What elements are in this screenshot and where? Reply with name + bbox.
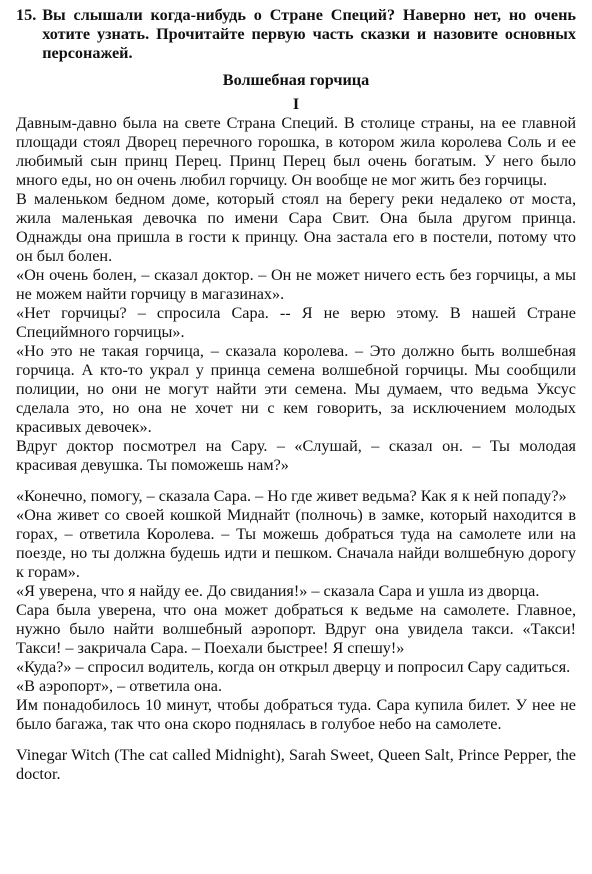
story-paragraph: «Конечно, помогу, – сказала Сара. – Но где живет ведьма? Как я к ней попаду?» xyxy=(16,487,567,505)
story-paragraph: «Куда?» – спросил водитель, когда он открыл дверцу и попросил Сару садиться. xyxy=(16,658,571,676)
story-paragraph: «Но это не такая горчица, – сказала королева. – Это должно быть волшебная горчица. А кто-то украл у принца семена волшебной горчицы. Мы сообщили полиции, но они не могут найти эти семена. Мы думаем, что ведьма Уксус сделала это, но она не хочет ни с кем говорить, за исключением молодых красивых девочек». xyxy=(16,342,576,436)
story-paragraph: Давным-давно была на свете Страна Специй. В столице страны, на ее главной площади стоял Дворец перечного горошка, в котором жила королева Соль и ее любимый сын принц Перец. Принц Перец был очень богатым. У него было много еды, но он очень любил горчицу. Он вообще не мог жить без горчицы. xyxy=(16,114,576,189)
story-title: Волшебная горчица xyxy=(222,71,370,89)
task-instruction: Вы слышали когда-нибудь о Стране Специй? Наверно нет, но очень хотите узнать. Прочитайте первую часть сказки и назовите основных персонажей. xyxy=(42,6,576,62)
story-paragraph: «Я уверена, что я найду ее. До свидания!» – сказала Сара и ушла из дворца. xyxy=(16,582,540,600)
story-paragraph: «Она живет со своей кошкой Миднайт (полночь) в замке, который находится в горах, – ответила Королева. – Ты можешь добраться туда на самолете или на поезде, но ты должна будешь идти и пешком. Сначала найди волшебную дорогу к горам». xyxy=(16,506,576,581)
story-paragraph: Вдруг доктор посмотрел на Сару. – «Слушай, – сказал он. – Ты молодая красивая девушка. Ты поможешь нам?» xyxy=(16,437,576,474)
task-number: 15. xyxy=(16,6,37,24)
story-paragraph: В маленьком бедном доме, который стоял на берегу реки недалеко от моста, жила маленькая девочка по имени Сара Свит. Она была другом принца. Однажды она пришла в гости к принцу. Она застала его в постели, потому что он был болен. xyxy=(16,190,576,265)
part-numeral: I xyxy=(292,95,300,113)
story-paragraph: Им понадобилось 10 минут, чтобы добраться туда. Сара купила билет. У нее не было багажа, так что она скоро поднялась в голубое небо на самолете. xyxy=(16,696,576,733)
story-paragraph: Сара была уверена, что она может добраться к ведьме на самолете. Главное, нужно было найти волшебный аэропорт. Вдруг она увидела такси. «Такси! Такси! – закричала Сара. – Поехали быстрее! Я спешу!» xyxy=(16,601,576,657)
story-paragraph: «Он очень болен, – сказал доктор. – Он не может ничего есть без горчицы, а мы не можем найти горчицу в магазинах». xyxy=(16,266,576,303)
answer-key: Vinegar Witch (The cat called Midnight), Sarah Sweet, Queen Salt, Prince Pepper, the doctor. xyxy=(16,746,576,783)
task-heading xyxy=(16,6,576,63)
story-paragraph: «В аэропорт», – ответила она. xyxy=(16,677,223,695)
story-paragraph: «Нет горчицы? – спросила Сара. -- Я не верю этому. В нашей Стране Специймного горчицы». xyxy=(16,304,576,341)
